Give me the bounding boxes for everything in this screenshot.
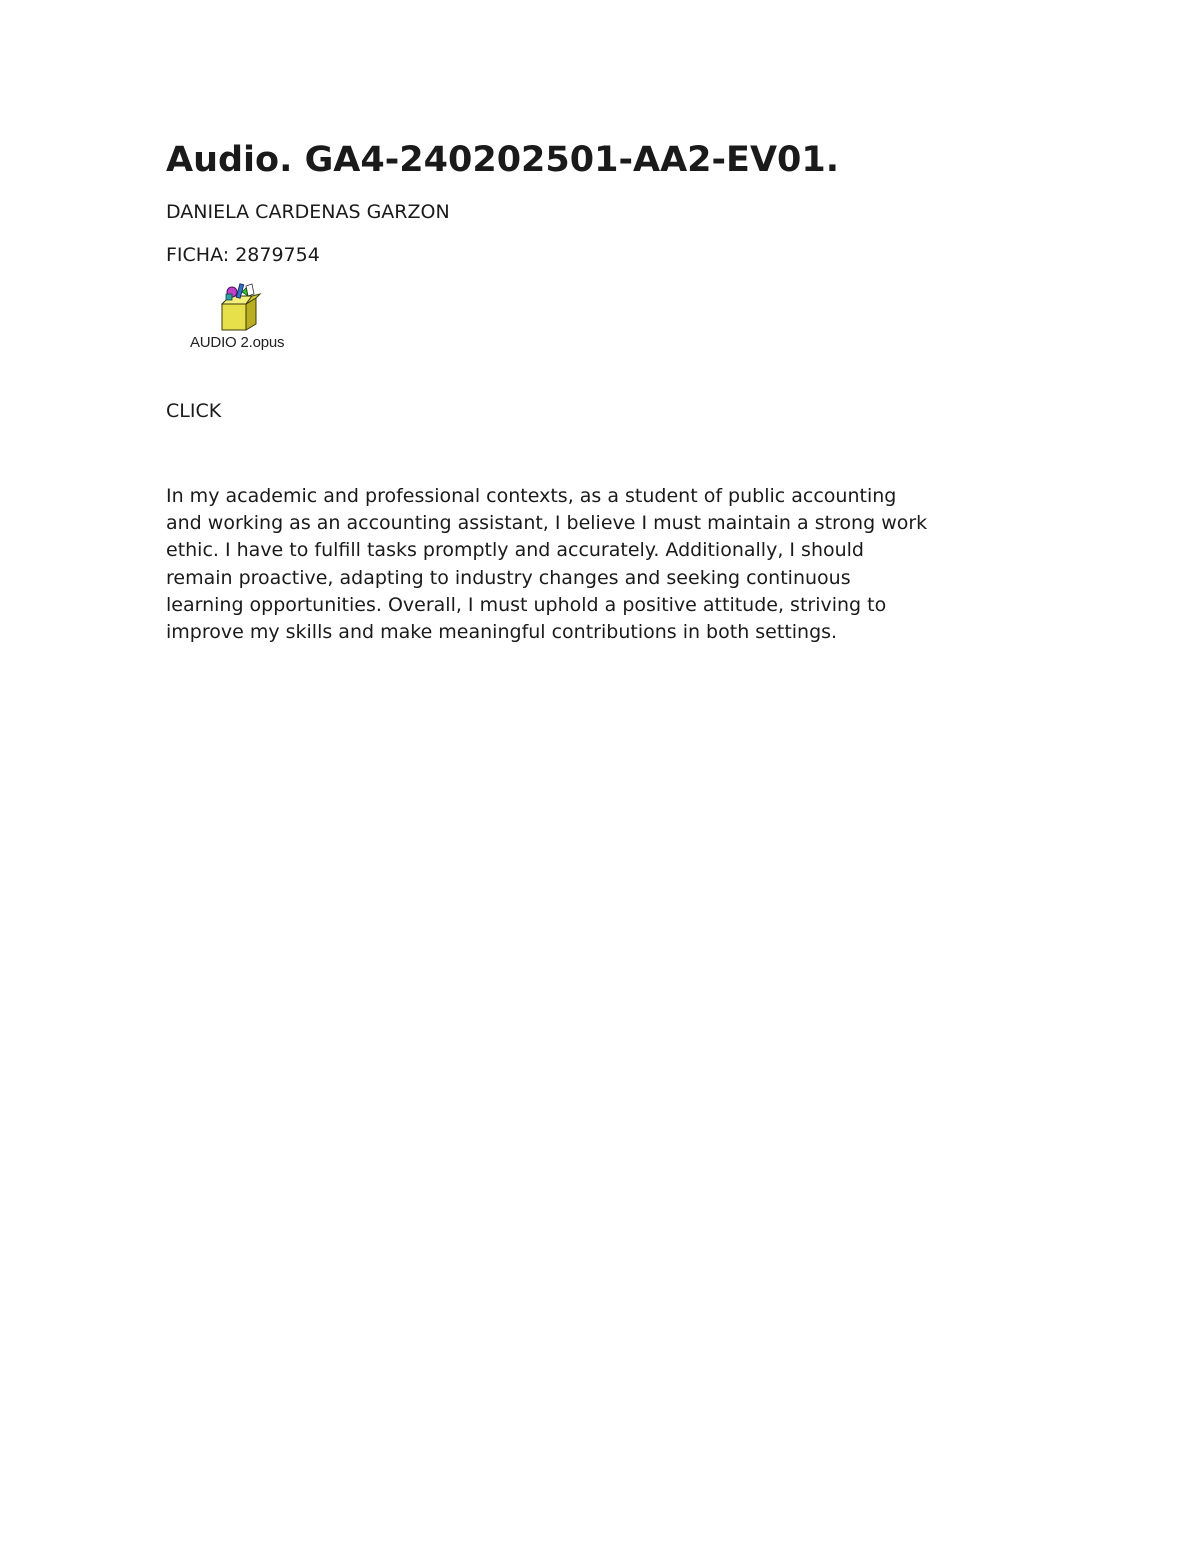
paragraph-line: In my academic and professional contexts, as a student of public accounting [166,485,897,507]
paragraph-line: and working as an accounting assistant, I believe I must maintain a strong work [166,512,928,535]
click-label: CLICK [166,400,222,422]
audio-attachment[interactable] [186,282,302,354]
author-name: DANIELA CARDENAS GARZON [166,201,450,223]
paragraph-line: remain proactive, adapting to industry changes and seeking continuous [166,566,851,589]
ficha-number: FICHA: 2879754 [166,244,320,266]
paragraph-line: ethic. I have to fulfill tasks promptly and accurately. Additionally, I should [166,539,864,562]
package-box-icon [216,282,264,332]
body-paragraph [166,483,1046,646]
document-title: Audio. GA4-240202501-AA2-EV01. [166,140,840,180]
attachment-filename: AUDIO 2.opus [190,334,285,351]
paragraph-line: learning opportunities. Overall, I must uphold a positive attitude, striving to [166,593,887,616]
paragraph-line: improve my skills and make meaningful contributions in both settings. [166,621,838,644]
